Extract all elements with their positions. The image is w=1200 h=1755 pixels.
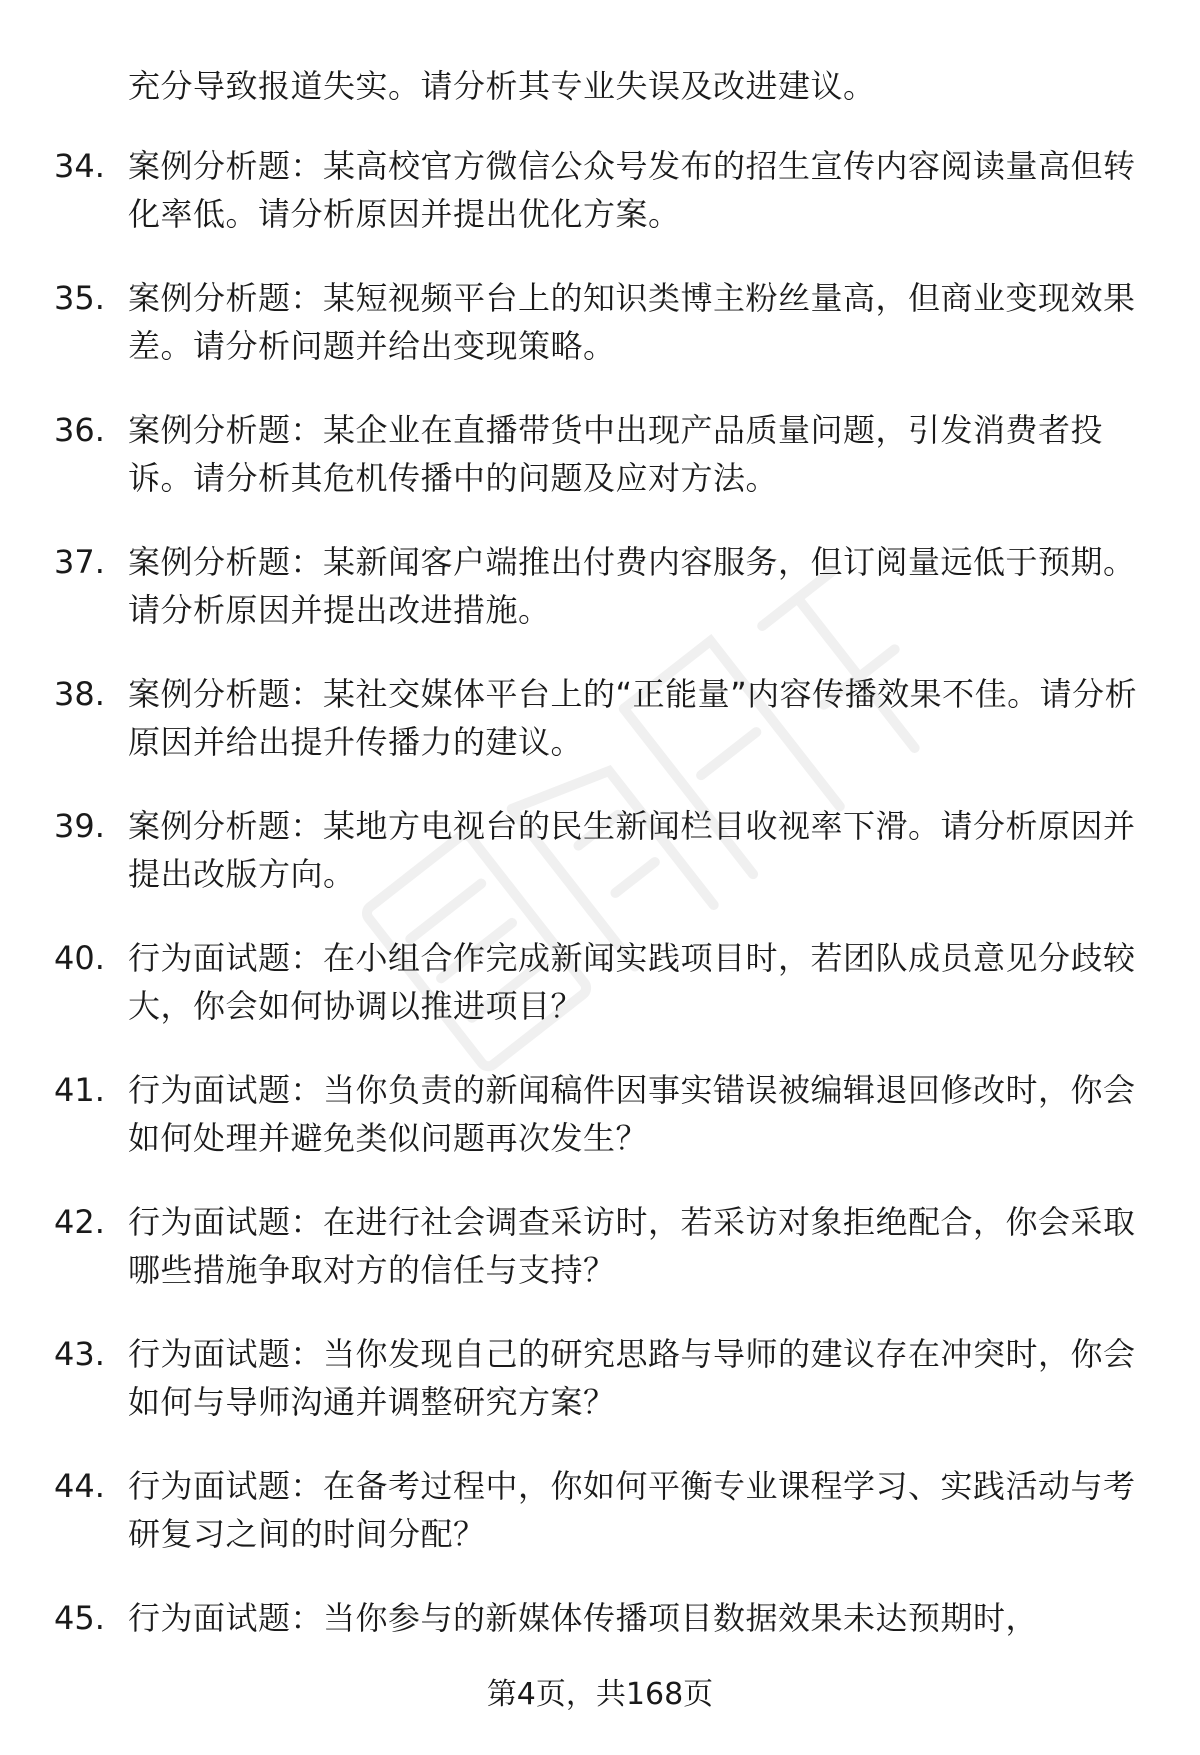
question-number: 40. — [54, 939, 105, 977]
question-list — [0, 142, 1200, 1726]
question-number: 43. — [54, 1335, 105, 1373]
question-item — [0, 670, 1200, 802]
question-number: 34. — [54, 147, 105, 185]
question-number: 39. — [54, 807, 105, 845]
question-item — [0, 142, 1200, 274]
question-item — [0, 934, 1200, 1066]
question-number: 42. — [54, 1203, 105, 1241]
question-number: 38. — [54, 675, 105, 713]
question-text: 案例分析题：某企业在直播带货中出现产品质量问题，引发消费者投诉。请分析其危机传播中的问题及应对方法。 — [128, 411, 1104, 497]
question-item — [0, 538, 1200, 670]
question-text: 案例分析题：某社交媒体平台上的“正能量”内容传播效果不佳。请分析原因并给出提升传播力的建议。 — [128, 675, 1138, 761]
question-text: 行为面试题：在进行社会调查采访时，若采访对象拒绝配合，你会采取哪些措施争取对方的信任与支持？ — [128, 1203, 1136, 1289]
question-text: 行为面试题：在备考过程中，你如何平衡专业课程学习、实践活动与考研复习之间的时间分配？ — [128, 1467, 1136, 1553]
question-item — [0, 802, 1200, 934]
question-text: 行为面试题：当你发现自己的研究思路与导师的建议存在冲突时，你会如何与导师沟通并调整研究方案？ — [128, 1335, 1136, 1421]
question-number: 45. — [54, 1599, 105, 1637]
question-number: 37. — [54, 543, 105, 581]
question-text: 案例分析题：某高校官方微信公众号发布的招生宣传内容阅读量高但转化率低。请分析原因并提出优化方案。 — [128, 147, 1136, 233]
question-text: 行为面试题：在小组合作完成新闻实践项目时，若团队成员意见分歧较大，你会如何协调以推进项目？ — [128, 939, 1136, 1025]
question-item — [0, 274, 1200, 406]
question-text: 案例分析题：某短视频平台上的知识类博主粉丝量高，但商业变现效果差。请分析问题并给出变现策略。 — [128, 279, 1136, 365]
question-item — [0, 1066, 1200, 1198]
question-item — [0, 1330, 1200, 1462]
question-number: 44. — [54, 1467, 105, 1505]
question-item — [0, 1462, 1200, 1594]
question-text: 案例分析题：某地方电视台的民生新闻栏目收视率下滑。请分析原因并提出改版方向。 — [128, 807, 1136, 893]
question-item — [0, 406, 1200, 538]
question-item — [0, 1198, 1200, 1330]
continuation-text: 充分导致报道失实。请分析其专业失误及改进建议。 — [128, 67, 876, 105]
page-footer: 第4页，共168页 — [486, 1677, 714, 1712]
question-text: 案例分析题：某新闻客户端推出付费内容服务，但订阅量远低于预期。请分析原因并提出改进措施。 — [128, 543, 1136, 629]
question-number: 35. — [54, 279, 105, 317]
question-text: 行为面试题：当你参与的新媒体传播项目数据效果未达预期时， — [128, 1599, 1039, 1637]
question-number: 36. — [54, 411, 105, 449]
question-text: 行为面试题：当你负责的新闻稿件因事实错误被编辑退回修改时，你会如何处理并避免类似问题再次发生？ — [128, 1071, 1136, 1157]
question-number: 41. — [54, 1071, 105, 1109]
